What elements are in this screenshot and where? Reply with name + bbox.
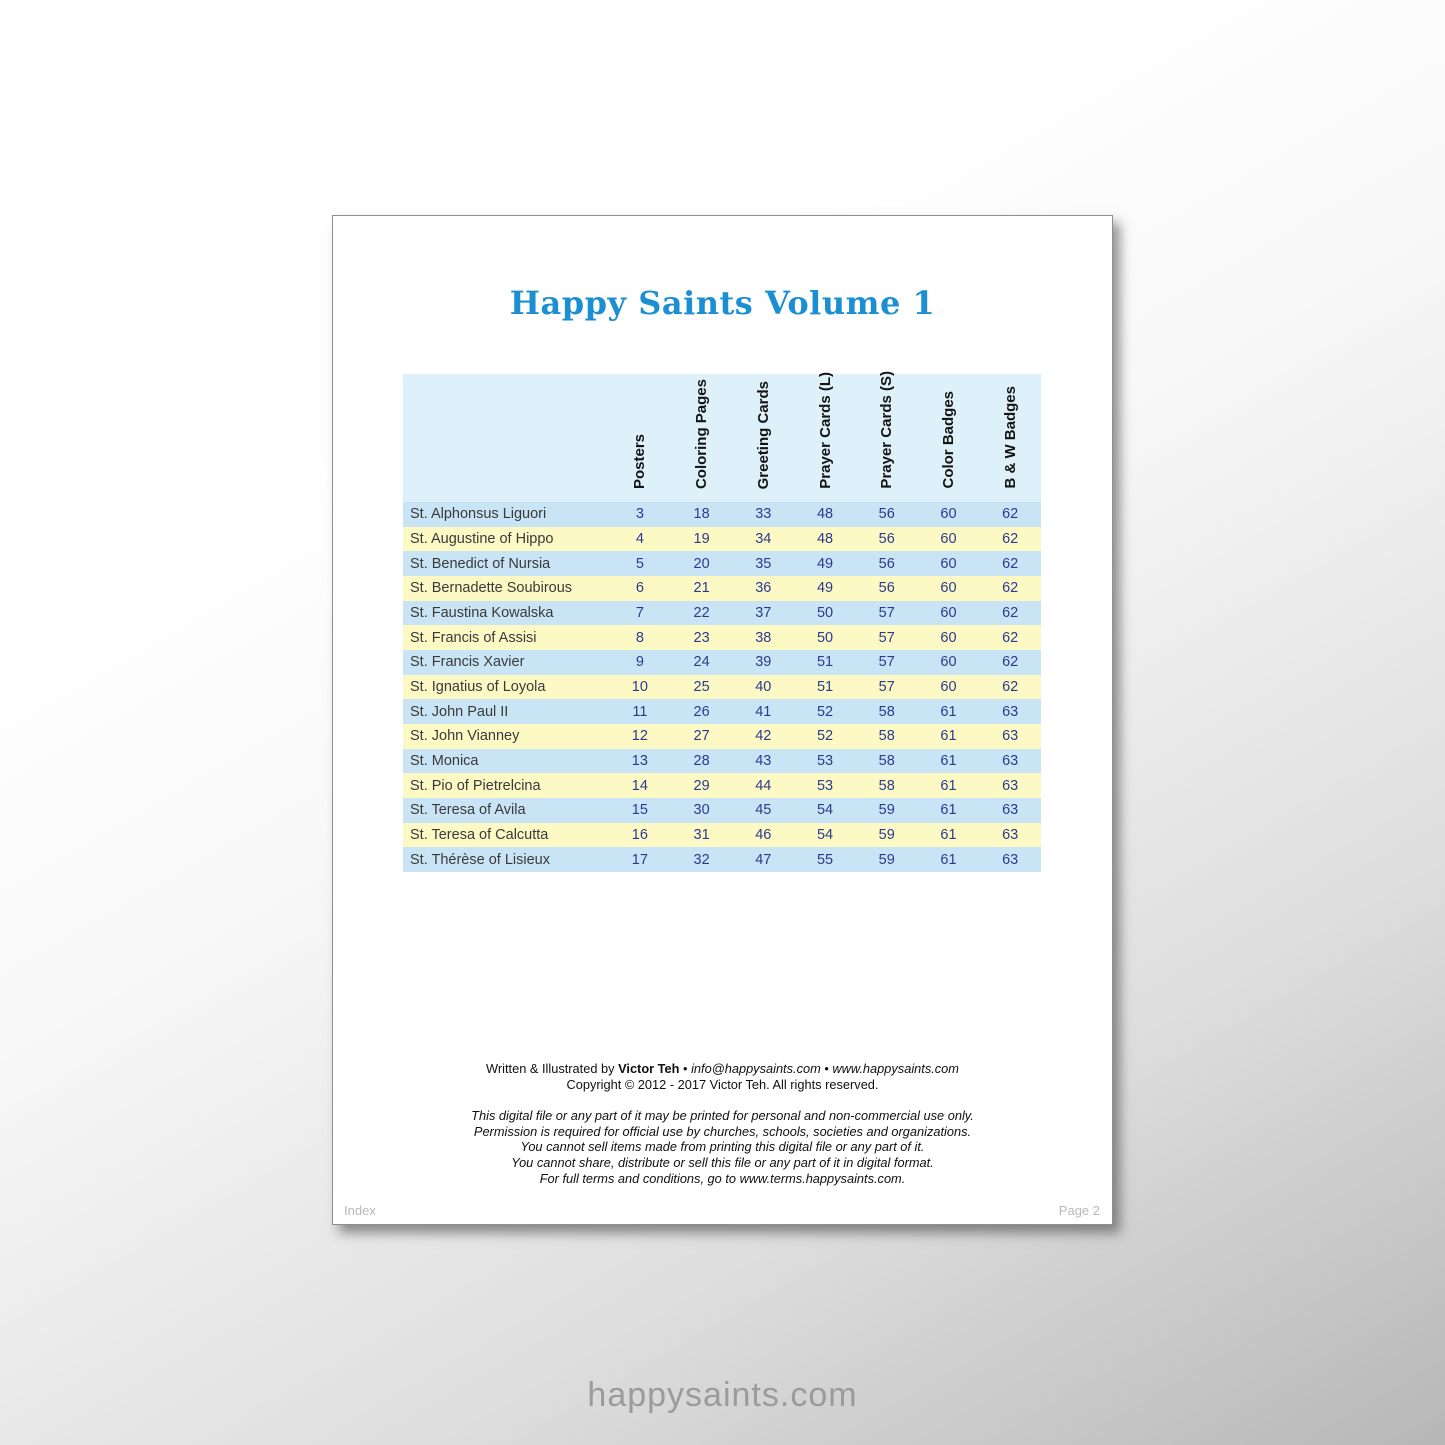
- page-number-cell: 14: [631, 777, 648, 794]
- name-column-spacer: [403, 374, 609, 502]
- saint-name-cell: St. Thérèse of Lisieux: [410, 851, 550, 868]
- page-number-cell: 8: [635, 629, 644, 646]
- page-number-cell: 61: [940, 752, 957, 769]
- page-number-cell: 21: [693, 580, 710, 597]
- page-title: Happy Saints Volume 1: [509, 284, 936, 322]
- credits-prefix: Written & Illustrated by: [486, 1061, 615, 1076]
- page-number-cell: 63: [1002, 826, 1019, 843]
- page-number-cell: 30: [693, 802, 710, 819]
- index-table: [403, 371, 1041, 872]
- page-number-cell: 60: [940, 629, 957, 646]
- saint-name-cell: St. Benedict of Nursia: [410, 555, 551, 572]
- table-row: [403, 724, 1041, 749]
- page-number-cell: 53: [816, 752, 834, 769]
- page-number-cell: 3: [635, 506, 644, 523]
- page-number-cell: 61: [940, 728, 957, 745]
- terms-block: [333, 1108, 1112, 1186]
- page-number-cell: 36: [755, 580, 772, 597]
- page-number-cell: 7: [635, 604, 644, 621]
- saint-name-cell: St. Augustine of Hippo: [410, 530, 554, 547]
- page-number-cell: 41: [755, 703, 772, 720]
- table-row: [403, 699, 1041, 724]
- saint-name-cell: St. Faustina Kowalska: [410, 604, 554, 621]
- page-number-cell: 5: [635, 555, 644, 572]
- page-number-cell: 63: [1002, 703, 1019, 720]
- page-number-cell: 17: [631, 851, 648, 868]
- table-row: [403, 502, 1041, 527]
- saint-name-cell: St. Francis Xavier: [410, 654, 525, 671]
- page-number-cell: 50: [816, 629, 834, 646]
- page-number-cell: 24: [693, 654, 710, 671]
- column-header-prayer-cards-l: [794, 374, 856, 502]
- page-number-cell: 54: [816, 826, 834, 843]
- page-number-cell: 47: [755, 851, 772, 868]
- page-number-cell: 56: [878, 530, 895, 547]
- page-number-cell: 27: [693, 728, 710, 745]
- page-number-cell: 18: [693, 506, 710, 523]
- saint-name-cell: St. Bernadette Soubirous: [410, 580, 573, 597]
- column-header-label: Coloring Pages: [693, 378, 711, 489]
- page-number-cell: 61: [940, 802, 957, 819]
- page-number-cell: 60: [940, 530, 957, 547]
- page-number-cell: 22: [693, 604, 710, 621]
- page-number-cell: 45: [755, 802, 772, 819]
- page-number-cell: 63: [1002, 802, 1019, 819]
- terms-line: Permission is required for official use by churches, schools, societies and organizations.: [473, 1123, 972, 1139]
- page-number-cell: 11: [632, 703, 648, 720]
- page-number-cell: 49: [816, 580, 834, 597]
- page-number-cell: 25: [693, 678, 710, 695]
- footer-index-label: Index: [344, 1203, 376, 1218]
- table-row: [403, 823, 1041, 848]
- page-number-cell: 59: [878, 802, 895, 819]
- column-header-bw-badges: [979, 374, 1041, 502]
- page-number-cell: 46: [755, 826, 772, 843]
- page-number-cell: 38: [755, 629, 772, 646]
- credits-line: [333, 1061, 1112, 1077]
- copyright-line: Copyright © 2012 - 2017 Victor Teh. All rights reserved.: [566, 1076, 879, 1092]
- page-number-cell: 4: [635, 530, 644, 547]
- table-row: [403, 650, 1041, 675]
- page-number-cell: 60: [940, 555, 957, 572]
- page-number-cell: 31: [693, 826, 710, 843]
- page-number-cell: 62: [1002, 580, 1019, 597]
- page-number-cell: 58: [878, 703, 895, 720]
- author-name: Victor Teh: [618, 1061, 680, 1076]
- table-row: [403, 527, 1041, 552]
- page-number-cell: 29: [693, 777, 710, 794]
- table-row: [403, 773, 1041, 798]
- site-watermark: happysaints.com: [587, 1376, 858, 1414]
- page-number-cell: 28: [693, 752, 710, 769]
- table-row: [403, 625, 1041, 650]
- page-number-cell: 61: [940, 703, 957, 720]
- column-header-coloring-pages: [671, 374, 733, 502]
- page-number-cell: 60: [940, 580, 957, 597]
- page-number-cell: 49: [816, 555, 834, 572]
- column-header-label: Prayer Cards (L): [816, 372, 834, 489]
- column-header-posters: [609, 374, 671, 502]
- saint-name-cell: St. Ignatius of Loyola: [410, 678, 546, 695]
- page-number-cell: 34: [755, 530, 772, 547]
- page-number-cell: 60: [940, 506, 957, 523]
- page-number-cell: 62: [1002, 506, 1019, 523]
- page-number-cell: 58: [878, 728, 895, 745]
- page-number-cell: 57: [878, 629, 895, 646]
- page-number-cell: 16: [631, 826, 648, 843]
- page-number-cell: 59: [878, 851, 895, 868]
- page-number-cell: 26: [693, 703, 710, 720]
- page-number-cell: 32: [693, 851, 710, 868]
- page-number-cell: 52: [816, 728, 834, 745]
- page-number-cell: 10: [631, 678, 648, 695]
- page-number-cell: 37: [755, 604, 772, 621]
- table-row: [403, 798, 1041, 823]
- page-number-cell: 60: [940, 654, 957, 671]
- page-number-cell: 61: [940, 851, 957, 868]
- page-number-cell: 6: [635, 580, 644, 597]
- page-number-cell: 62: [1002, 654, 1019, 671]
- terms-line: You cannot share, distribute or sell this file or any part of it in digital format.: [511, 1154, 934, 1170]
- page-number-cell: 56: [878, 555, 895, 572]
- page-number-cell: 62: [1002, 604, 1019, 621]
- page-number-cell: 53: [816, 777, 834, 794]
- page-number-cell: 40: [755, 678, 772, 695]
- page-number-cell: 62: [1002, 678, 1019, 695]
- page-number-cell: 13: [631, 752, 648, 769]
- page-number-cell: 51: [816, 654, 834, 671]
- page-number-cell: 58: [878, 752, 895, 769]
- page-number-cell: 42: [755, 728, 772, 745]
- page-number-cell: 62: [1002, 555, 1019, 572]
- page-number-cell: 35: [755, 555, 772, 572]
- page-number-cell: 60: [940, 604, 957, 621]
- page-number-cell: 48: [816, 530, 834, 547]
- page-number-cell: 63: [1002, 752, 1019, 769]
- terms-line: This digital file or any part of it may be printed for personal and non-commercial use only.: [471, 1108, 974, 1124]
- page-number-cell: 63: [1002, 777, 1019, 794]
- table-row: [403, 847, 1041, 872]
- page-number-cell: 33: [755, 506, 772, 523]
- page-number-cell: 54: [816, 802, 834, 819]
- table-row: [403, 675, 1041, 700]
- page-number-cell: 23: [693, 629, 710, 646]
- page-number-cell: 12: [631, 728, 648, 745]
- terms-line: For full terms and conditions, go to www.terms.happysaints.com.: [539, 1170, 906, 1186]
- column-header-label: Color Badges: [939, 391, 957, 489]
- saint-name-cell: St. Monica: [410, 752, 479, 769]
- column-header-greeting-cards: [732, 374, 794, 502]
- page-number-cell: 51: [816, 678, 834, 695]
- saint-name-cell: St. Teresa of Avila: [410, 802, 526, 819]
- page-number-cell: 50: [816, 604, 834, 621]
- page-number-cell: 44: [755, 777, 772, 794]
- column-header-label: Prayer Cards (S): [878, 371, 896, 489]
- footer-text-block: [333, 1061, 1112, 1186]
- saint-name-cell: St. Francis of Assisi: [410, 629, 537, 646]
- contact-email: info@happysaints.com: [691, 1061, 821, 1076]
- page-number-cell: 61: [940, 826, 957, 843]
- column-header-label: B & W Badges: [1001, 386, 1019, 489]
- bullet-separator: •: [824, 1061, 829, 1076]
- saint-name-cell: St. Pio of Pietrelcina: [410, 777, 541, 794]
- page-number-cell: 57: [878, 604, 895, 621]
- page-number-cell: 48: [816, 506, 834, 523]
- page-number-cell: 60: [940, 678, 957, 695]
- column-header-prayer-cards-s: [856, 371, 918, 502]
- page-number-cell: 57: [878, 678, 895, 695]
- website-url: www.happysaints.com: [832, 1061, 959, 1076]
- page-number-cell: 20: [693, 555, 710, 572]
- page-number-cell: 58: [878, 777, 895, 794]
- column-header-color-badges: [918, 374, 980, 502]
- column-header-label: Greeting Cards: [754, 380, 772, 489]
- table-body: [403, 502, 1041, 872]
- document-page: [332, 215, 1113, 1225]
- page-number-cell: 62: [1002, 629, 1019, 646]
- table-header-row: [403, 371, 1041, 502]
- page-number-cell: 63: [1002, 728, 1019, 745]
- page-number-cell: 55: [816, 851, 834, 868]
- page-number-cell: 43: [755, 752, 772, 769]
- page-number-cell: 19: [693, 530, 710, 547]
- page-number-cell: 39: [755, 654, 772, 671]
- page-number-cell: 57: [878, 654, 895, 671]
- terms-line: You cannot sell items made from printing this digital file or any part of it.: [520, 1139, 925, 1155]
- saint-name-cell: St. Teresa of Calcutta: [410, 826, 549, 843]
- footer-page-number: Page 2: [1058, 1203, 1100, 1218]
- table-row: [403, 551, 1041, 576]
- page-number-cell: 9: [635, 654, 644, 671]
- table-row: [403, 749, 1041, 774]
- page-number-cell: 15: [631, 802, 648, 819]
- page-number-cell: 62: [1002, 530, 1019, 547]
- saint-name-cell: St. Alphonsus Liguori: [410, 506, 547, 523]
- saint-name-cell: St. John Vianney: [410, 728, 520, 745]
- page-number-cell: 61: [940, 777, 957, 794]
- page-number-cell: 59: [878, 826, 895, 843]
- page-number-cell: 52: [816, 703, 834, 720]
- page-number-cell: 63: [1002, 851, 1019, 868]
- bullet-separator: •: [683, 1061, 688, 1076]
- table-row: [403, 601, 1041, 626]
- saint-name-cell: St. John Paul II: [410, 703, 509, 720]
- page-number-cell: 56: [878, 580, 895, 597]
- column-header-label: Posters: [631, 433, 649, 489]
- table-row: [403, 576, 1041, 601]
- page-number-cell: 56: [878, 506, 895, 523]
